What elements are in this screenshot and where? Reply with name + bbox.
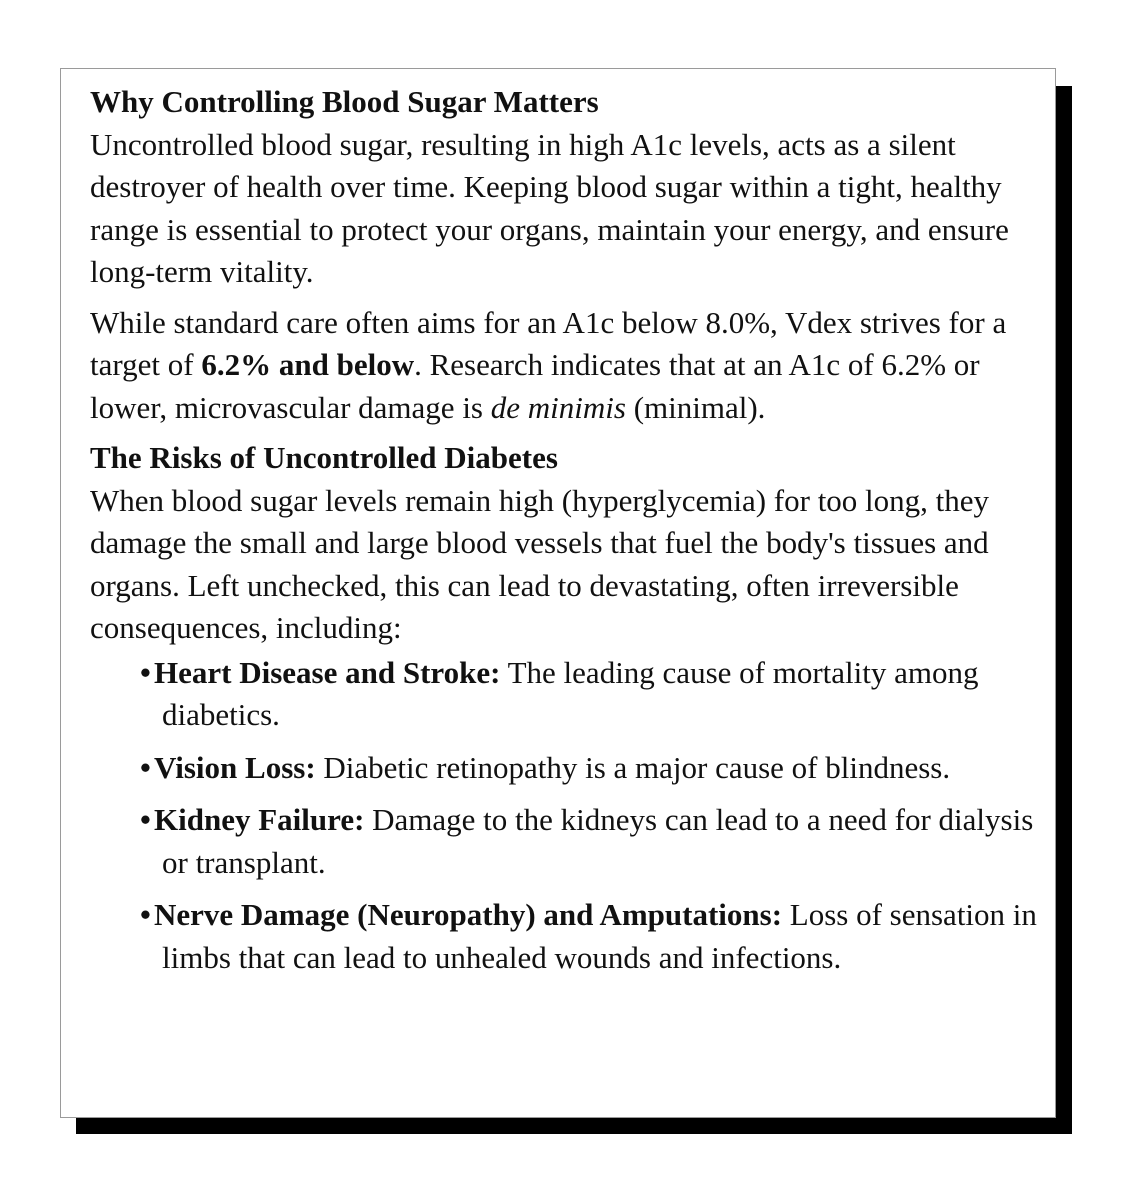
list-item-text: The leading cause of mortality among diabetics. [162, 654, 979, 732]
list-item [90, 894, 1045, 979]
a1c-target-value: 6.2% and below [201, 347, 415, 382]
list-item [90, 652, 1045, 737]
paragraph-silent-destroyer: Uncontrolled blood sugar, resulting in high A1c levels, acts as a silent destroyer of health over time. Keeping blood sugar within a tight, healthy range is essential to protect your organs, maintain your energy, and ensure long-term vitality. [90, 126, 1009, 289]
bullet-dot-icon: • [140, 749, 151, 785]
list-item-title: Vision Loss: [154, 749, 316, 785]
list-item-title: Nerve Damage (Neuropathy) and Amputations: [154, 897, 783, 932]
list-item [90, 799, 1045, 884]
de-minimis-term: de minimis [490, 389, 626, 425]
list-item-title: Heart Disease and Stroke: [154, 654, 501, 690]
paragraph-risks-intro: When blood sugar levels remain high (hyperglycemia) for too long, they damage the small and large blood vessels that fuel the body's tissues and organs. Left unchecked, this can lead to devastating, often irreversible consequences, including: [90, 482, 990, 645]
bullet-dot-icon: • [140, 802, 151, 837]
risks-list [90, 652, 1045, 980]
bullet-dot-icon: • [140, 654, 151, 690]
a1c-text-part1: While standard care often aims for an A1c below 8.0%, Vdex strives for a target of [90, 304, 1007, 382]
bullet-dot-icon: • [140, 897, 151, 932]
section-heading-why-controlling: Why Controlling Blood Sugar Matters [90, 84, 599, 119]
list-item-title: Kidney Failure: [154, 802, 365, 837]
list-item-text: Loss of sensation in limbs that can lead to unhealed wounds and infections. [162, 897, 1037, 975]
list-item [90, 747, 1045, 790]
a1c-text-part3: (minimal). [625, 389, 766, 425]
list-item-text: Diabetic retinopathy is a major cause of blindness. [315, 749, 951, 785]
article-body [90, 81, 1045, 989]
list-item-text: Damage to the kidneys can lead to a need for dialysis or transplant. [162, 802, 1034, 880]
content-card [60, 68, 1056, 1118]
a1c-text-part2: . Research indicates that at an A1c of 6.2% or lower, microvascular damage is [90, 347, 980, 425]
paragraph-a1c-target [90, 302, 1045, 430]
section-heading-risks: The Risks of Uncontrolled Diabetes [90, 440, 558, 475]
